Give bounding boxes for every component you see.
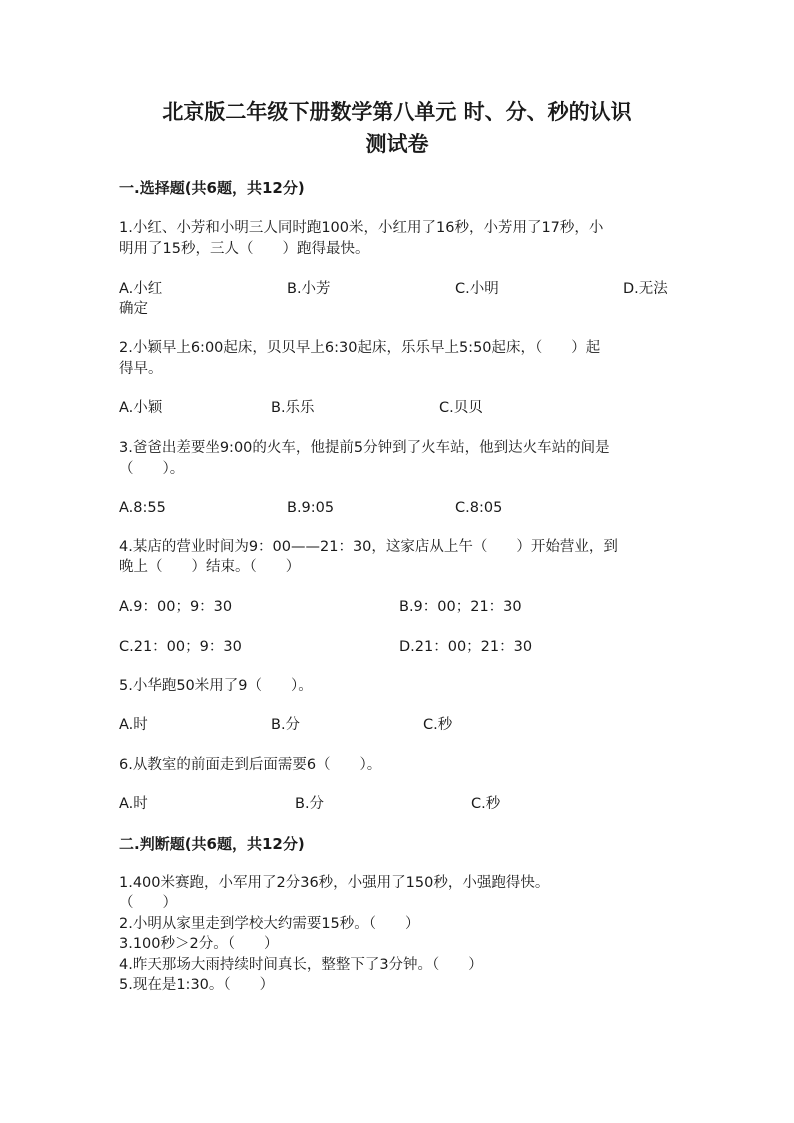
question-2-line2: 得早。 xyxy=(119,361,163,377)
question-4-option-c: C.21：00；9：30 xyxy=(119,639,242,655)
question-6-line1: 6.从教室的前面走到后面需要6（ ）。 xyxy=(119,757,382,773)
question-1-option-d-wrap: 确定 xyxy=(119,301,148,317)
judgment-1-line1: 1.400米赛跑，小军用了2分36秒，小强用了150秒，小强跑得快。 xyxy=(119,875,550,891)
question-4-line1: 4.某店的营业时间为9：00——21：30，这家店从上午（ ）开始营业，到 xyxy=(119,539,618,555)
page-title-line2: 测试卷 xyxy=(365,131,429,156)
question-5-option-a: A.时 xyxy=(119,717,148,733)
question-6-option-c: C.秒 xyxy=(471,796,501,812)
page-title-line1: 北京版二年级下册数学第八单元 时、分、秒的认识 xyxy=(162,99,632,124)
question-4-option-b: B.9：00；21：30 xyxy=(399,599,522,615)
question-5-option-c: C.秒 xyxy=(423,717,453,733)
question-1-option-d: D.无法 xyxy=(623,281,668,297)
question-3-line2: （ ）。 xyxy=(119,461,185,477)
question-6-option-a: A.时 xyxy=(119,796,148,812)
question-2-line1: 2.小颖早上6:00起床，贝贝早上6:30起床，乐乐早上5:50起床，（ ）起 xyxy=(119,340,601,356)
question-3-option-a: A.8:55 xyxy=(119,500,166,516)
judgment-2: 2.小明从家里走到学校大约需要15秒。（ ） xyxy=(119,916,420,932)
question-1-line2: 明用了15秒，三人（ ）跑得最快。 xyxy=(119,241,370,257)
judgment-1-line2: （ ） xyxy=(119,895,177,911)
question-5-option-b: B.分 xyxy=(271,717,301,733)
question-4-option-d: D.21：00；21：30 xyxy=(399,639,533,655)
question-1-option-c: C.小明 xyxy=(455,281,499,297)
question-4-line2: 晚上（ ）结束。（ ） xyxy=(119,559,301,575)
question-1-option-a: A.小红 xyxy=(119,281,163,297)
question-3-line1: 3.爸爸出差要坐9:00的火车，他提前5分钟到了火车站，他到达火车站的间是 xyxy=(119,440,610,456)
question-4-option-a: A.9：00；9：30 xyxy=(119,599,233,615)
question-1-line1: 1.小红、小芳和小明三人同时跑100米，小红用了16秒，小芳用了17秒，小 xyxy=(119,220,604,236)
question-5-line1: 5.小华跑50米用了9（ ）。 xyxy=(119,678,313,694)
question-3-option-b: B.9:05 xyxy=(287,500,335,516)
judgment-4: 4.昨天那场大雨持续时间真长，整整下了3分钟。（ ） xyxy=(119,957,483,973)
question-3-option-c: C.8:05 xyxy=(455,500,503,516)
question-2-option-c: C.贝贝 xyxy=(439,400,483,416)
judgment-5: 5.现在是1:30。（ ） xyxy=(119,977,275,993)
question-1-option-b: B.小芳 xyxy=(287,281,331,297)
question-6-option-b: B.分 xyxy=(295,796,325,812)
judgment-3: 3.100秒＞2分。（ ） xyxy=(119,936,279,952)
question-2-option-b: B.乐乐 xyxy=(271,400,315,416)
section-heading-choice: 一.选择题(共6题，共12分) xyxy=(119,179,305,197)
question-2-option-a: A.小颖 xyxy=(119,400,163,416)
section-heading-judgment: 二.判断题(共6题，共12分) xyxy=(119,835,305,853)
